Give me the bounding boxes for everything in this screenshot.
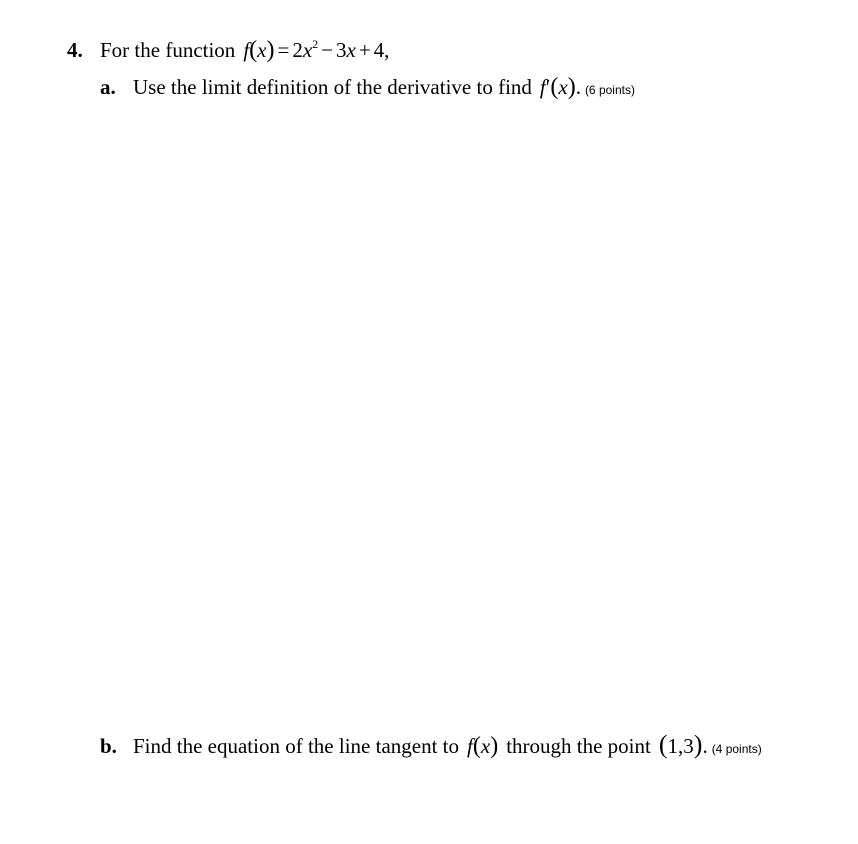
function-reference: f(x) [467, 733, 499, 759]
part-a-text: Use the limit definition of the derivative to find [133, 75, 532, 99]
function-definition: $f(x) = 2x^2 - 3x + 4$, [243, 37, 390, 63]
part-a [100, 73, 635, 104]
part-b-text: Find the equation of the line tangent to [133, 734, 460, 758]
point-coordinates: (1,3). [658, 730, 708, 759]
part-a-label: a. [100, 75, 116, 99]
part-b-label: b. [100, 734, 117, 758]
part-b [100, 731, 762, 763]
derivative-expression: f′(x). [539, 74, 581, 100]
question-number: 4. [67, 38, 83, 62]
part-b-points: (4 points) [711, 742, 762, 756]
question-intro: For the function [100, 38, 236, 62]
part-b-text-2: through the point [506, 734, 651, 758]
part-a-points: (6 points) [584, 83, 635, 97]
question-4-statement [67, 36, 389, 64]
